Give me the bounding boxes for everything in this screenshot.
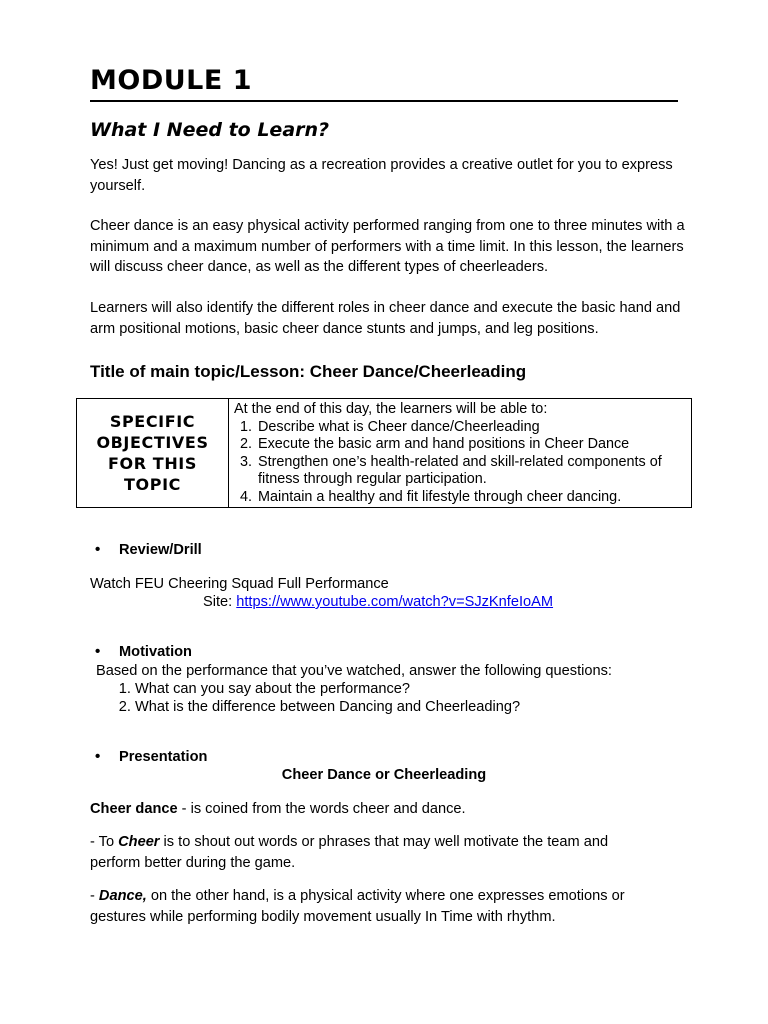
objective-item: 2. Execute the basic arm and hand positions in Cheer Dance: [256, 436, 685, 454]
motivation-intro: Based on the performance that you’ve watched, answer the following questions:: [96, 663, 612, 679]
cheer-term: Cheer: [118, 834, 160, 850]
review-site-line: [203, 593, 553, 611]
review-watch-text: Watch FEU Cheering Squad Full Performance: [90, 576, 389, 592]
presentation-bullet: [95, 748, 207, 766]
dance-prefix: -: [90, 888, 99, 904]
objectives-intro: At the end of this day, the learners will be able to:: [234, 401, 548, 417]
question-item: 1. What can you say about the performance?: [135, 680, 520, 698]
question-item: 2. What is the difference between Dancing and Cheerleading?: [135, 698, 520, 716]
motivation-bullet: [95, 643, 192, 661]
objective-item: 3. Strengthen one’s health-related and skill-related components of fitness through regular participation.: [256, 454, 685, 489]
dance-term: Dance,: [98, 888, 147, 904]
section-subtitle: What I Need to Learn?: [90, 119, 330, 141]
module-title: MODULE 1: [90, 64, 678, 102]
presentation-title: Cheer Dance or Cheerleading: [281, 767, 487, 783]
cheer-prefix: - To: [90, 834, 119, 850]
site-label: Site:: [203, 594, 237, 610]
intro-paragraph-3: Learners will also identify the different roles in cheer dance and execute the basic hand and arm positional motions, basic cheer dance stunts and jumps, and leg positions.: [90, 300, 681, 337]
objectives-table: [76, 398, 692, 508]
dance-definition: [90, 886, 670, 927]
objective-item: 1. Describe what is Cheer dance/Cheerleading: [256, 419, 685, 437]
bullet-icon: •: [95, 643, 101, 660]
cheer-definition: [90, 832, 650, 873]
definition-text: - is coined from the words cheer and dance.: [177, 801, 466, 817]
bullet-icon: •: [95, 541, 101, 558]
definition-term: Cheer dance: [90, 801, 178, 817]
presentation-heading: Presentation: [119, 749, 208, 765]
objective-item: 4. Maintain a healthy and fit lifestyle through cheer dancing.: [256, 489, 685, 507]
review-heading: Review/Drill: [119, 542, 202, 558]
objectives-label: SPECIFIC OBJECTIVES FOR THIS TOPIC: [77, 399, 229, 507]
lesson-title: Title of main topic/Lesson: Cheer Dance/Cheerleading: [90, 362, 527, 381]
youtube-link[interactable]: https://www.youtube.com/watch?v=SJzKnfeIoAM: [236, 594, 554, 610]
intro-paragraph-2: Cheer dance is an easy physical activity performed ranging from one to three minutes with a minimum and a maximum number of performers with a time limit. In this lesson, the learners will discuss cheer dance, as well as the different types of cheerleaders.: [90, 218, 685, 275]
objectives-content: [229, 399, 691, 507]
bullet-icon: •: [95, 748, 101, 765]
objectives-list: [234, 419, 685, 507]
motivation-heading: Motivation: [119, 644, 192, 660]
motivation-questions: [113, 680, 520, 716]
dance-text: on the other hand, is a physical activity where one expresses emotions or gestures while performing bodily movement usually In Time with rhythm.: [90, 888, 625, 925]
intro-paragraph-1: Yes! Just get moving! Dancing as a recreation provides a creative outlet for you to express yourself.: [90, 157, 673, 194]
cheer-text: is to shout out words or phrases that may well motivate the team and perform better during the game.: [90, 834, 609, 871]
cheer-dance-definition: [90, 799, 690, 820]
review-bullet: [95, 541, 202, 559]
